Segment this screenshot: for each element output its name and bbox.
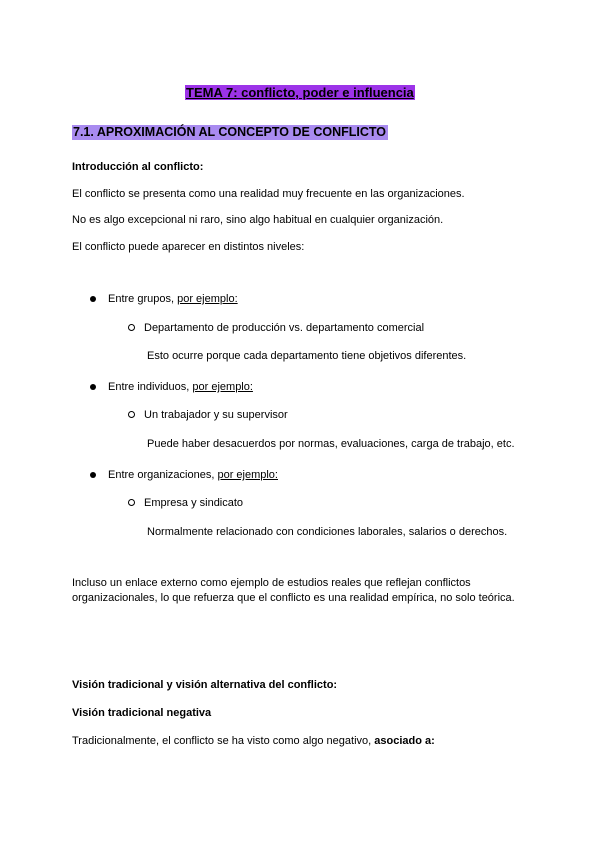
intro-paragraph: El conflicto puede aparecer en distintos niveles: — [72, 241, 305, 253]
traditional-heading: Visión tradicional negativa — [72, 707, 212, 719]
example-explanation: Esto ocurre porque cada departamento tiene objetivos diferentes. — [147, 350, 467, 362]
intro-heading: Introducción al conflicto: — [72, 161, 204, 173]
example-explanation: Puede haber desacuerdos por normas, evaluaciones, carga de trabajo, etc. — [147, 438, 515, 450]
traditional-text-bold: asociado a: — [374, 735, 435, 747]
closing-paragraph-line: organizacionales, lo que refuerza que el conflicto es una realidad empírica, no solo teórica. — [72, 592, 515, 604]
example-explanation: Normalmente relacionado con condiciones laborales, salarios o derechos. — [147, 526, 508, 538]
document-title: TEMA 7: conflicto, poder e influencia — [186, 85, 414, 100]
example-label: por ejemplo: — [192, 381, 253, 393]
example-item: Un trabajador y su supervisor — [144, 409, 288, 421]
hollow-bullet-icon — [128, 411, 135, 418]
example-item: Departamento de producción vs. departamento comercial — [144, 322, 425, 334]
example-label: por ejemplo: — [177, 293, 238, 305]
bullet-icon — [90, 296, 96, 302]
level-label: Entre grupos, — [108, 293, 178, 305]
section-heading: 7.1. APROXIMACIÓN AL CONCEPTO DE CONFLICTO — [73, 125, 386, 139]
bullet-icon — [90, 472, 96, 478]
bullet-icon — [90, 384, 96, 390]
level-label: Entre individuos, — [108, 381, 193, 393]
list-item — [108, 468, 278, 482]
traditional-paragraph — [72, 734, 435, 748]
vision-heading: Visión tradicional y visión alternativa del conflicto: — [72, 679, 338, 691]
example-label: por ejemplo: — [217, 469, 278, 481]
traditional-text: Tradicionalmente, el conflicto se ha visto como algo negativo, — [72, 735, 375, 747]
hollow-bullet-icon — [128, 324, 135, 331]
level-label: Entre organizaciones, — [108, 469, 218, 481]
closing-paragraph-line: Incluso un enlace externo como ejemplo de estudios reales que reflejan conflictos — [72, 577, 471, 589]
list-item — [108, 380, 253, 394]
list-item — [108, 292, 238, 306]
example-item: Empresa y sindicato — [144, 497, 244, 509]
hollow-bullet-icon — [128, 499, 135, 506]
intro-paragraph: No es algo excepcional ni raro, sino algo habitual en cualquier organización. — [72, 214, 444, 226]
intro-paragraph: El conflicto se presenta como una realidad muy frecuente en las organizaciones. — [72, 188, 465, 200]
